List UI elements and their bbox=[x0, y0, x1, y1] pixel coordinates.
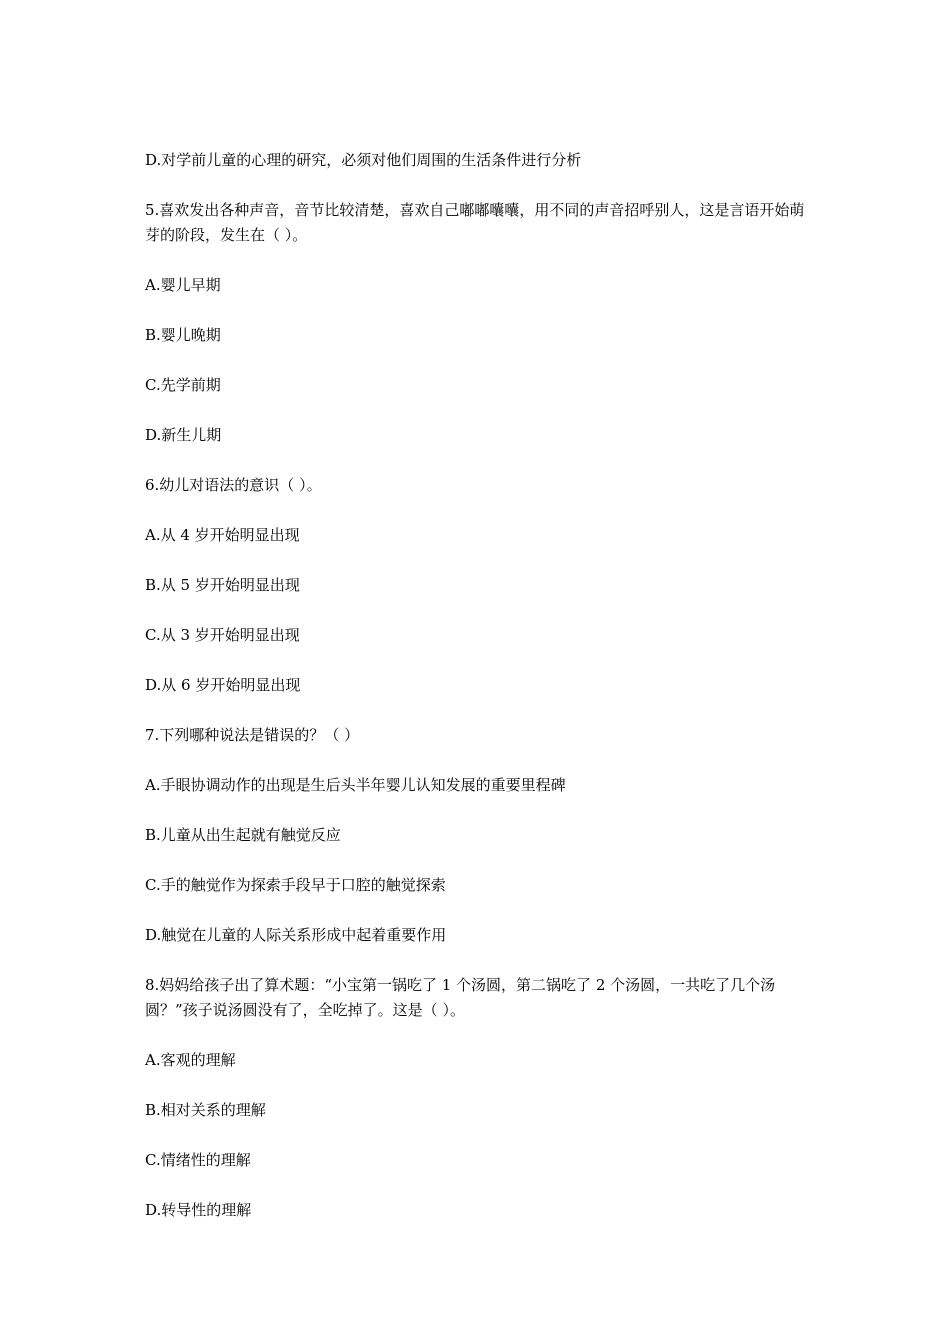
option-6b: B.从 5 岁开始明显出现 bbox=[145, 576, 300, 594]
question-6: 6.幼儿对语法的意识（ ）。 bbox=[145, 476, 322, 494]
option-5d: D.新生儿期 bbox=[145, 426, 222, 444]
option-5a: A.婴儿早期 bbox=[145, 276, 221, 294]
option-8b: B.相对关系的理解 bbox=[145, 1101, 266, 1119]
option-7b: B.儿童从出生起就有触觉反应 bbox=[145, 826, 341, 844]
option-8a: A.客观的理解 bbox=[145, 1051, 236, 1069]
option-7a: A.手眼协调动作的出现是生后头半年婴儿认知发展的重要里程碑 bbox=[145, 776, 566, 794]
option-8c: C.情绪性的理解 bbox=[145, 1151, 251, 1169]
document-body bbox=[145, 148, 813, 1223]
option-6d: D.从 6 岁开始明显出现 bbox=[145, 676, 301, 694]
option-6a: A.从 4 岁开始明显出现 bbox=[145, 526, 300, 544]
question-7: 7.下列哪种说法是错误的？（ ） bbox=[145, 726, 360, 744]
option-5b: B.婴儿晚期 bbox=[145, 326, 221, 344]
option-7d: D.触觉在儿童的人际关系形成中起着重要作用 bbox=[145, 926, 447, 944]
option-4d: D.对学前儿童的心理的研究，必须对他们周围的生活条件进行分析 bbox=[145, 151, 582, 169]
option-8d: D.转导性的理解 bbox=[145, 1201, 252, 1219]
question-8: 8.妈妈给孩子出了算术题：“小宝第一锅吃了 1 个汤圆，第二锅吃了 2 个汤圆，一共吃了几个汤圆？”孩子说汤圆没有了，全吃掉了。这是（ ）。 bbox=[145, 976, 776, 1019]
option-7c: C.手的触觉作为探索手段早于口腔的触觉探索 bbox=[145, 876, 446, 894]
option-5c: C.先学前期 bbox=[145, 376, 221, 394]
option-6c: C.从 3 岁开始明显出现 bbox=[145, 626, 300, 644]
question-5: 5.喜欢发出各种声音，音节比较清楚，喜欢自己嘟嘟囔囔，用不同的声音招呼别人，这是言语开始萌芽的阶段，发生在（ ）。 bbox=[145, 201, 805, 244]
